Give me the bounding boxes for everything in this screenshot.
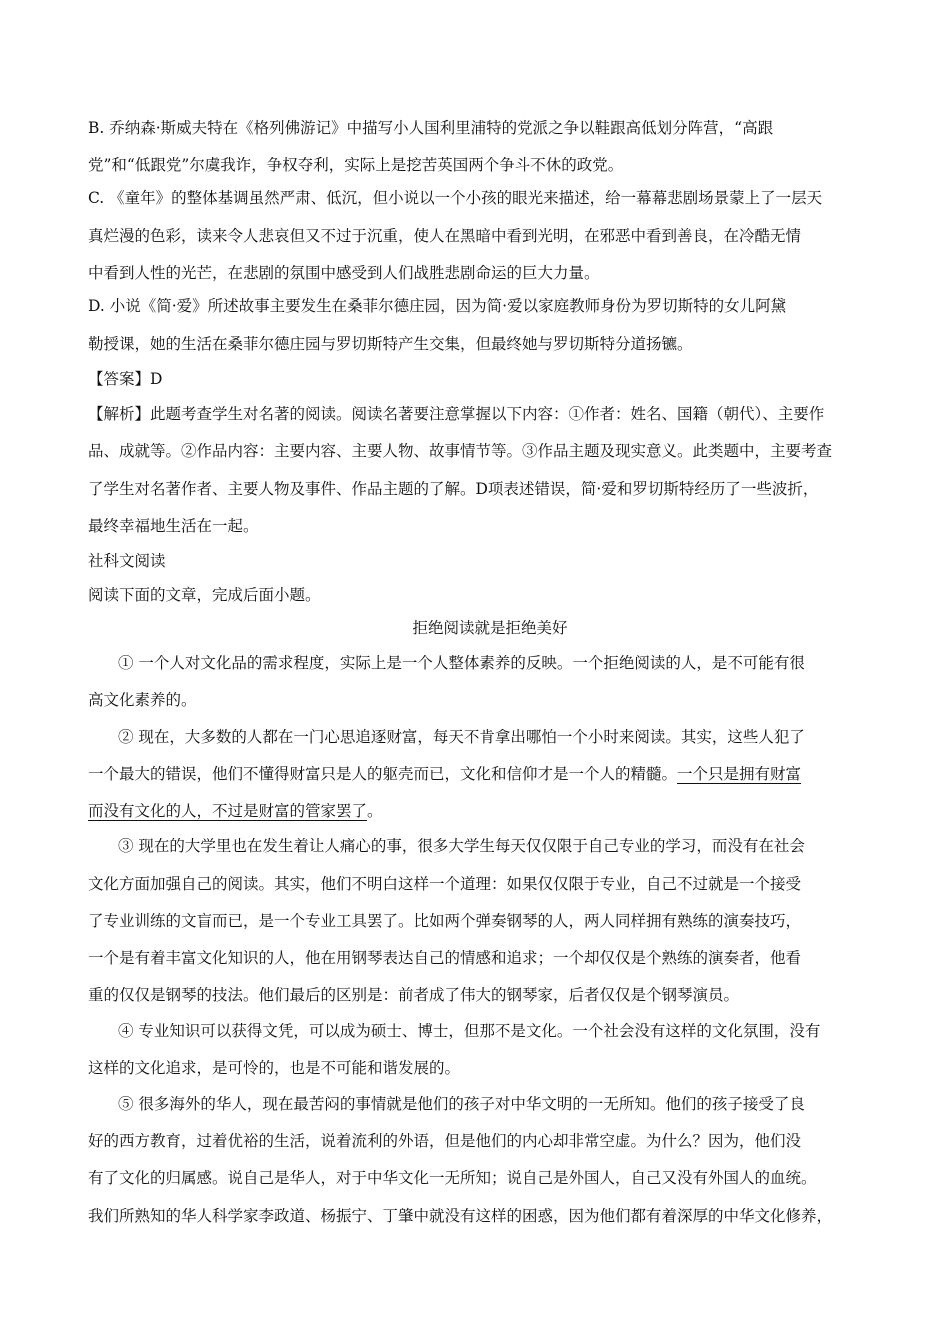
underlined-sentence-part-2: 而没有文化的人，不过是财富的管家罢了 [88, 802, 368, 820]
option-c-line-3: 中看到人性的光芒，在悲剧的氛围中感受到人们战胜悲剧命运的巨大力量。 [88, 264, 600, 282]
paragraph-3-line-4: 一个是有着丰富文化知识的人，他在用钢琴表达自己的情感和追求；一个却仅仅是个熟练的演奏者，他看 [88, 949, 802, 967]
paragraph-3-line-1: ③ 现在的大学里也在发生着让人痛心的事，很多大学生每天仅仅限于自己专业的学习，而没有在社会 [118, 837, 805, 855]
analysis-line-1: 【解析】此题考查学生对名著的阅读。阅读名著要注意掌握以下内容：①作者：姓名、国籍（朝代）、主要作 [88, 405, 825, 423]
answer-line: 【答案】D [88, 370, 163, 388]
paragraph-3-line-2: 文化方面加强自己的阅读。其实，他们不明白这样一个道理：如果仅仅限于专业，自己不过就是一个接受 [88, 875, 802, 893]
paragraph-2-line-3 [88, 801, 383, 821]
paragraph-2-line-2 [88, 764, 801, 784]
instruction: 阅读下面的文章，完成后面小题。 [88, 586, 321, 604]
paragraph-3-line-3: 了专业训练的文盲而已，是一个专业工具罢了。比如两个弹奏钢琴的人，两人同样拥有熟练的演奏技巧， [88, 912, 802, 930]
paragraph-4-line-1: ④ 专业知识可以获得文凭，可以成为硕士、博士，但那不是文化。一个社会没有这样的文化氛围，没有 [118, 1022, 821, 1040]
paragraph-2-line-2-text: 一个最大的错误，他们不懂得财富只是人的躯壳而已，文化和信仰才是一个人的精髓。 [88, 765, 678, 783]
option-c-line-1: C. 《童年》的整体基调虽然严肃、低沉，但小说以一个小孩的眼光来描述，给一幕幕悲剧场景蒙上了一层天 [88, 189, 823, 207]
option-b-line-1: B. 乔纳森·斯威夫特在《格列佛游记》中描写小人国利里浦特的党派之争以鞋跟高低划分阵营，“高跟 [88, 119, 774, 137]
option-d-line-1: D. 小说《简·爱》所述故事主要发生在桑菲尔德庄园，因为简·爱以家庭教师身份为罗切斯特的女儿阿黛 [88, 297, 787, 315]
paragraph-4-line-2: 这样的文化追求，是可怜的，也是不可能和谐发展的。 [88, 1059, 461, 1077]
paragraph-2-line-1: ② 现在，大多数的人都在一门心思追逐财富，每天不肯拿出哪怕一个小时来阅读。其实，这些人犯了 [118, 728, 805, 746]
paragraph-5-line-3: 有了文化的归属感。说自己是华人，对于中华文化一无所知；说自己是外国人，自己又没有外国人的血统。 [88, 1169, 817, 1187]
analysis-line-4: 最终幸福地生活在一起。 [88, 517, 259, 535]
paragraph-1-line-2: 高文化素养的。 [88, 691, 197, 709]
option-d-line-2: 勒授课，她的生活在桑菲尔德庄园与罗切斯特产生交集，但最终她与罗切斯特分道扬镳。 [88, 335, 693, 353]
option-c-line-2: 真烂漫的色彩，读来令人悲哀但又不过于沉重，使人在黑暗中看到光明，在邪恶中看到善良，在冷酷无情 [88, 227, 802, 245]
paragraph-5-line-2: 好的西方教育，过着优裕的生活，说着流利的外语，但是他们的内心却非常空虚。为什么？因为，他们没 [88, 1132, 802, 1150]
paragraph-2-line-3-end: 。 [367, 802, 383, 820]
paragraph-5-line-4: 我们所熟知的华人科学家李政道、杨振宁、丁肇中就没有这样的困惑，因为他们都有着深厚的中华文化修养， [88, 1207, 833, 1225]
paragraph-5-line-1: ⑤ 很多海外的华人，现在最苦闷的事情就是他们的孩子对中华文明的一无所知。他们的孩子接受了良 [118, 1095, 805, 1113]
analysis-line-3: 了学生对名著作者、主要人物及事件、作品主题的了解。D项表述错误，简·爱和罗切斯特经历了一些波折， [88, 480, 819, 498]
article-title: 拒绝阅读就是拒绝美好 [412, 619, 568, 637]
paragraph-3-line-5: 重的仅仅是钢琴的技法。他们最后的区别是：前者成了伟大的钢琴家，后者仅仅是个钢琴演员。 [88, 986, 740, 1004]
section-label: 社科文阅读 [88, 552, 166, 570]
underlined-sentence-part-1: 一个只是拥有财富 [677, 765, 802, 783]
analysis-line-2: 品、成就等。②作品内容：主要内容、主要人物、故事情节等。③作品主题及现实意义。此类题中，主要考查 [88, 442, 833, 460]
paragraph-1-line-1: ① 一个人对文化品的需求程度，实际上是一个人整体素养的反映。一个拒绝阅读的人，是不可能有很 [118, 654, 805, 672]
option-b-line-2: 党”和“低跟党”尔虞我诈，争权夺利，实际上是挖苦英国两个争斗不休的政党。 [88, 156, 624, 174]
